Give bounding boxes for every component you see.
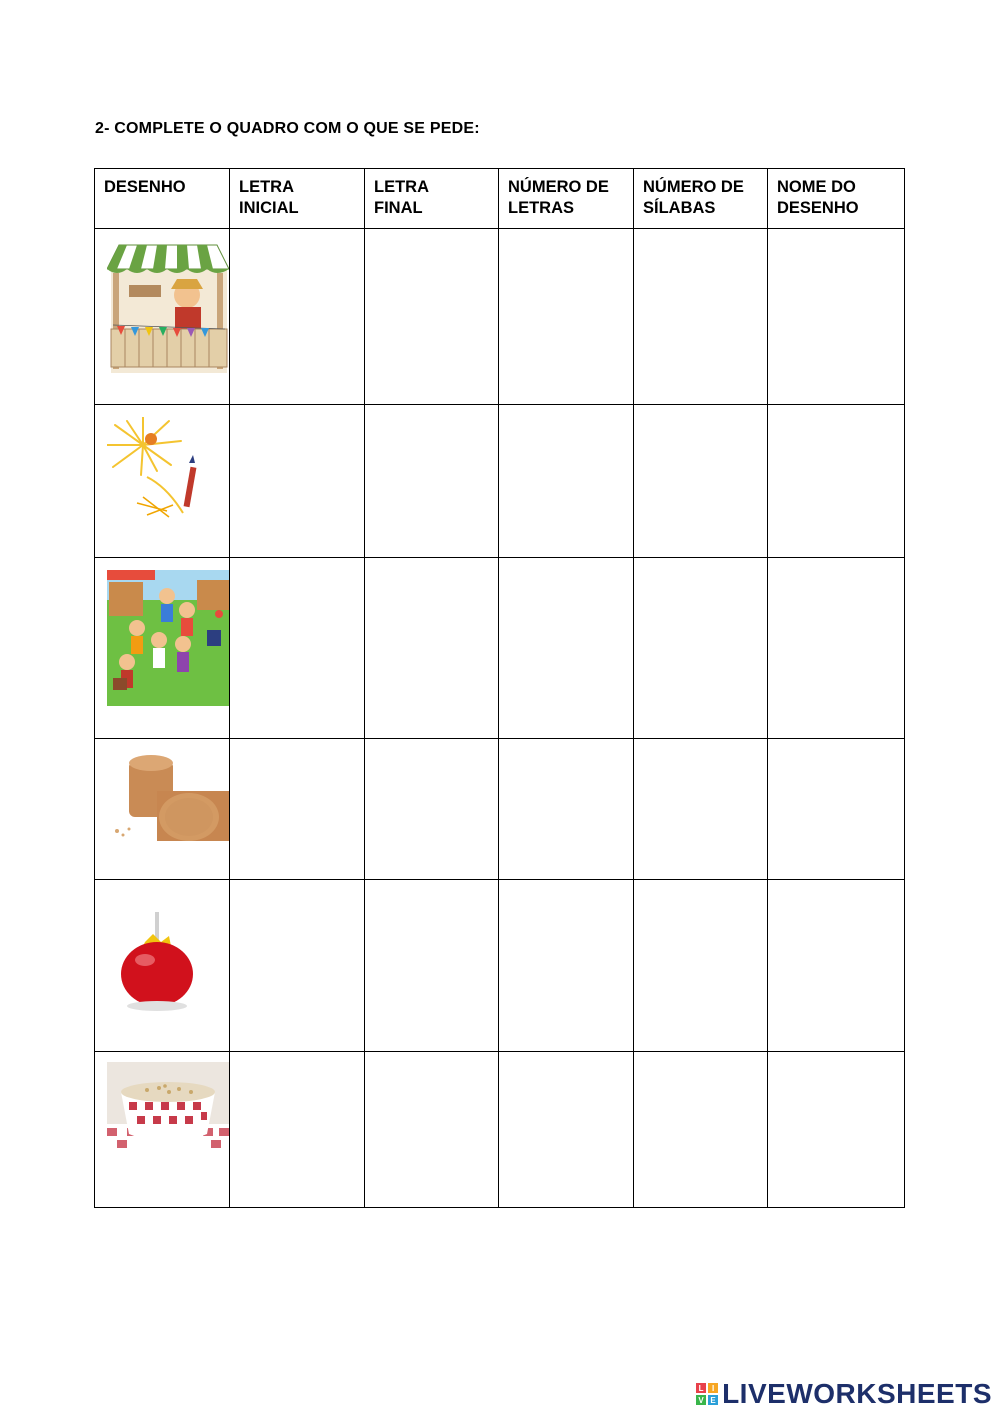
header-numero-letras: NÚMERO DE LETRAS xyxy=(499,169,634,229)
answer-cell[interactable] xyxy=(499,880,634,1052)
header-letra-inicial: LETRA INICIAL xyxy=(230,169,365,229)
answer-cell[interactable] xyxy=(230,558,365,739)
picture-cell xyxy=(95,1052,230,1208)
worksheet-table xyxy=(94,168,905,1208)
answer-cell[interactable] xyxy=(768,1052,905,1208)
answer-cell[interactable] xyxy=(768,739,905,880)
answer-cell[interactable] xyxy=(634,1052,768,1208)
answer-cell[interactable] xyxy=(365,405,499,558)
answer-cell[interactable] xyxy=(499,558,634,739)
header-letra-final: LETRA FINAL xyxy=(365,169,499,229)
answer-cell[interactable] xyxy=(230,1052,365,1208)
answer-cell[interactable] xyxy=(634,405,768,558)
liveworksheets-logo xyxy=(696,1378,992,1410)
answer-cell[interactable] xyxy=(365,558,499,739)
header-desenho: DESENHO xyxy=(95,169,230,229)
answer-cell[interactable] xyxy=(365,229,499,405)
maca-do-amor-icon xyxy=(107,912,207,1012)
header-row xyxy=(95,169,905,229)
answer-cell[interactable] xyxy=(365,1052,499,1208)
answer-cell[interactable] xyxy=(365,880,499,1052)
answer-cell[interactable] xyxy=(230,229,365,405)
answer-cell[interactable] xyxy=(365,739,499,880)
answer-cell[interactable] xyxy=(499,739,634,880)
answer-cell[interactable] xyxy=(499,229,634,405)
header-numero-silabas: NÚMERO DE SÍLABAS xyxy=(634,169,768,229)
barraca-icon xyxy=(107,239,229,373)
canjica-icon xyxy=(107,1062,229,1156)
table-row xyxy=(95,880,905,1052)
picture-cell xyxy=(95,405,230,558)
picture-cell xyxy=(95,558,230,739)
answer-cell[interactable] xyxy=(230,739,365,880)
answer-cell[interactable] xyxy=(768,558,905,739)
picture-cell xyxy=(95,739,230,880)
table-row xyxy=(95,558,905,739)
picture-cell xyxy=(95,880,230,1052)
answer-cell[interactable] xyxy=(634,558,768,739)
answer-cell[interactable] xyxy=(634,229,768,405)
quadrilha-icon xyxy=(107,570,229,706)
instruction-title: 2- COMPLETE O QUADRO COM O QUE SE PEDE: xyxy=(95,120,480,137)
answer-cell[interactable] xyxy=(634,739,768,880)
logo-mark-icon: L I V E xyxy=(696,1383,718,1405)
brand-name: LIVEWORKSHEETS xyxy=(722,1378,992,1409)
picture-cell xyxy=(95,229,230,405)
answer-cell[interactable] xyxy=(634,880,768,1052)
header-nome-desenho: NOME DO DESENHO xyxy=(768,169,905,229)
answer-cell[interactable] xyxy=(499,405,634,558)
pacoca-icon xyxy=(107,751,229,847)
table-row xyxy=(95,739,905,880)
rojao-icon xyxy=(107,417,207,527)
answer-cell[interactable] xyxy=(230,405,365,558)
table-row xyxy=(95,229,905,405)
table-row xyxy=(95,1052,905,1208)
answer-cell[interactable] xyxy=(768,229,905,405)
answer-cell[interactable] xyxy=(768,880,905,1052)
table-row xyxy=(95,405,905,558)
answer-cell[interactable] xyxy=(230,880,365,1052)
answer-cell[interactable] xyxy=(768,405,905,558)
answer-cell[interactable] xyxy=(499,1052,634,1208)
